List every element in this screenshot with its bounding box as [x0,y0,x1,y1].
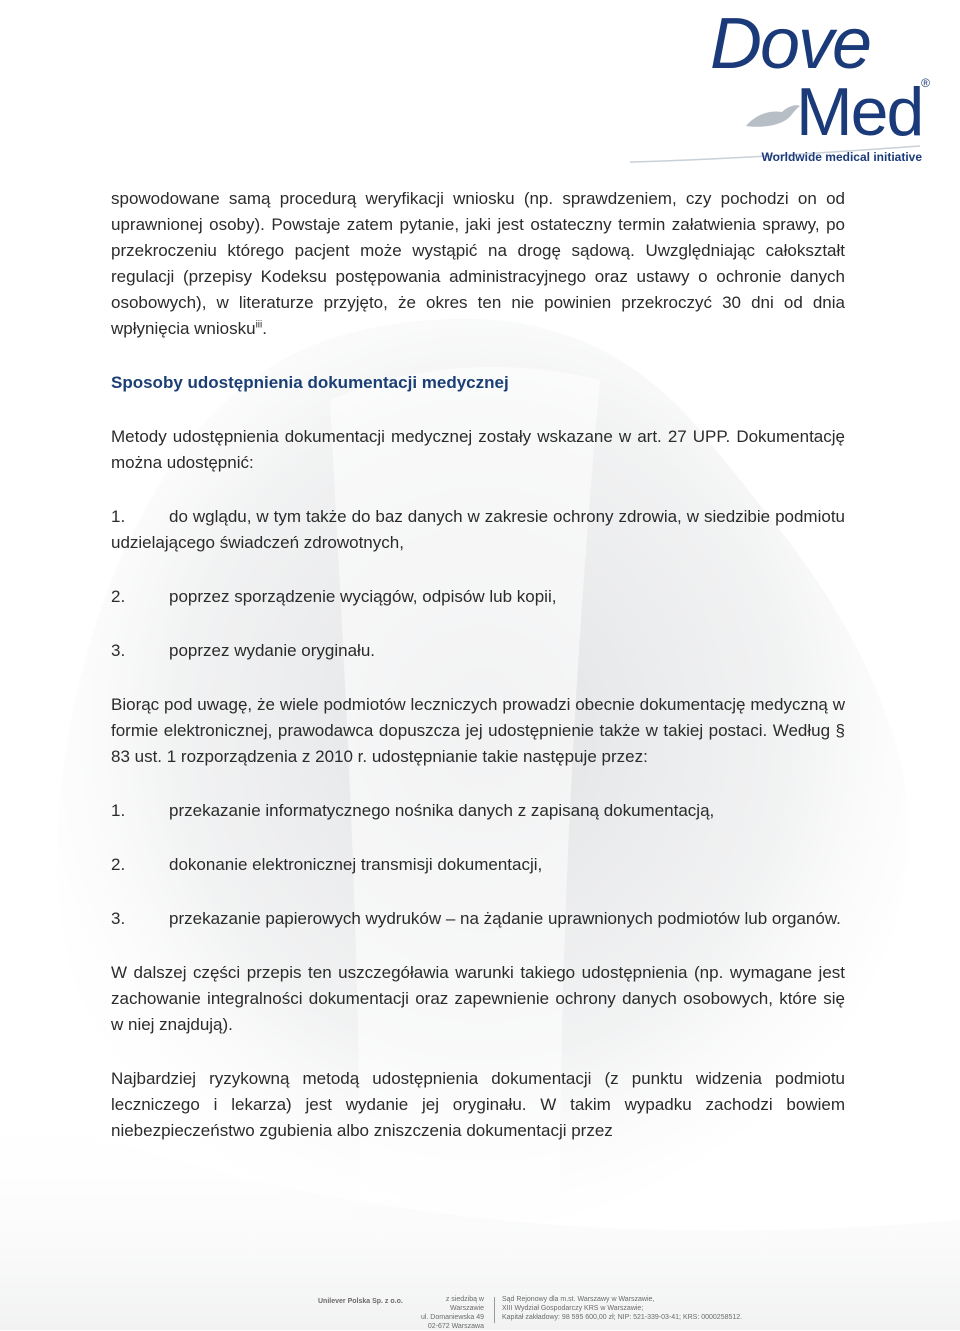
footer-registration: Sąd Rejonowy dla m.st. Warszawy w Warszawie, XIII Wydział Gospodarczy KRS w Warszawie; Kapitał zakładowy: 98 595 600,00 zł; NIP: 521-339-03-41; KRS: 0000258512. [502,1296,743,1321]
page-footer [318,1295,743,1330]
footer-address: z siedzibą w Warszawie ul. Domaniewska 49 02-672 Warszawa [420,1296,484,1330]
paragraph-electronic: Biorąc pod uwagę, że wiele podmiotów leczniczych prowadzi obecnie dokumentację medyczną w formie elektronicznej, prawodawca dopuszcza jej udostępnienie także w takiej postaci. Według § 83 ust. 1 rozporządzenia z 2010 r. udostępnianie takie następuje przez: [111,695,845,766]
footnote-ref[interactable]: iii [255,319,263,331]
paragraph-risk: Najbardziej ryzykowną metodą udostępnienia dokumentacji (z punktu widzenia podmiotu leczniczego i lekarza) jest wydanie jej oryginału. W takim wypadku zachodzi bowiem niebezpieczeństwo zgubienia albo zniszczenia dokumentacji przez [111,1069,845,1140]
list-item: 2. poprzez sporządzenie wyciągów, odpisów lub kopii, [111,587,557,606]
registered-mark: ® [921,76,930,90]
list-item: 3. poprzez wydanie oryginału. [111,641,376,660]
paragraph-details: W dalszej części przepis ten uszczegóławia warunki takiego udostępnienia (np. wymagane jest zachowanie integralności dokumentacji oraz zapewnienie ochrony danych osobowych, które się w niej znajdują). [111,963,845,1034]
dove-bird-icon [742,96,802,136]
paragraph-intro: spowodowane samą procedurą weryfikacji wniosku (np. sprawdzeniem, czy pochodzi on od uprawnionej osoby). Powstaje zatem pytanie, jaki jest ostateczny termin załatwienia sprawy, po przekroczeniu którego pacjent może wystąpić na drogę sądową. Uwzględniając całokształt regulacji (przepisy Kodeksu postępowania administracyjnego oraz ustawy o ochronie danych osobowych), w literaturze przyjęto, że okres ten nie powinien przekroczyć 30 dni od dnia wpłynięcia wniosku$^{iii}$. [111,189,845,338]
list-item: 1. przekazanie informatycznego nośnika danych z zapisaną dokumentacją, [111,801,715,820]
list-item: 1. do wglądu, w tym także do baz danych w zakresie ochrony zdrowia, w siedzibie podmiotu udzielającego świadczeń zdrowotnych, [111,507,845,552]
list-item: 2. dokonanie elektronicznej transmisji dokumentacji, [111,855,543,874]
logo-dove-text: Dove [710,4,871,84]
paragraph-methods: Metody udostępnienia dokumentacji medycznej zostały wskazane w art. 27 UPP. Dokumentację można udostępnić: [111,427,845,472]
section-heading: Sposoby udostępnienia dokumentacji medycznej [111,373,509,392]
logo-med-text: Med [796,74,923,150]
logo-tagline: Worldwide medical initiative [761,150,922,164]
footer-company: Unilever Polska Sp. z o.o. [318,1298,403,1305]
footer-divider [494,1297,495,1323]
document-body [111,186,845,1144]
dovemed-logo [710,4,930,168]
list-item: 3. przekazanie papierowych wydruków – na żądanie uprawnionych podmiotów lub organów. [111,909,841,928]
